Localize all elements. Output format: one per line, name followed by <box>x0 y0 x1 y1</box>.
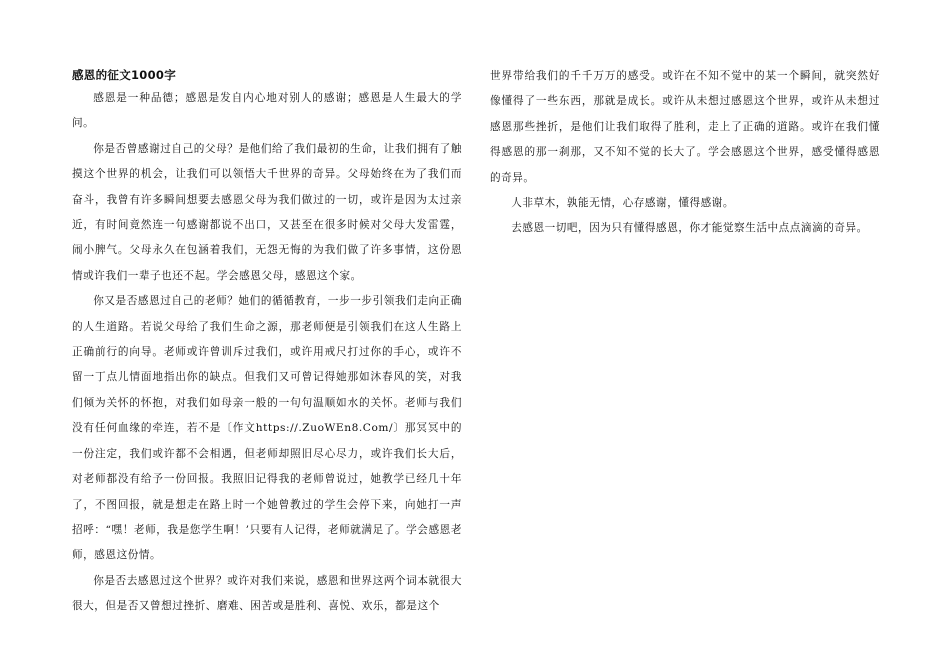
right-column <box>490 64 880 242</box>
paragraph-intro: 感恩是一种品德；感恩是发自内心地对别人的感谢；感恩是人生最大的学问。 <box>72 92 462 130</box>
paragraph-world-continued: 世界带给我们的千千万万的感受。或许在不知不觉中的某一个瞬间，就突然好像懂得了一些东西，那就是成长。或许从未想过感恩这个世界，或许从未想过感恩那些挫折，是他们让我们取得了胜利，走上了正确的道路。或许在我们懂得感恩的那一刹那，又不知不觉的长大了。学会感恩这个世界，感受懂得感恩的奇异。 <box>490 70 880 184</box>
paragraph-conclusion: 去感恩一切吧，因为只有懂得感恩，你才能觉察生活中点点滴滴的奇异。 <box>511 222 868 235</box>
left-column <box>72 64 462 620</box>
paragraph-world: 你是否去感恩过这个世界？或许对我们来说，感恩和世界这两个词本就很大很大，但是否又曾想过挫折、磨难、困苦或是胜利、喜悦、欢乐，都是这个 <box>72 574 462 613</box>
paragraph-parents: 你是否曾感谢过自己的父母？是他们给了我们最初的生命，让我们拥有了触摸这个世界的机会，让我们可以领悟大千世界的奇异。父母始终在为了我们而奋斗，我曾有许多瞬间想要去感恩父母为我们做过的一切，或许是因为太过亲近，有时间竟然连一句感谢都说不出口，又甚至在很多时候对父母大发雷霆，闹小脾气。父母永久在包涵着我们，无怨无悔的为我们做了许多事情，这份恩情或许我们一辈子也还不起。学会感恩父母，感恩这个家。 <box>72 142 462 282</box>
paragraph-feelings: 人非草木，孰能无情，心存感谢，懂得感谢。 <box>511 197 735 210</box>
paragraph-teachers: 你又是否感恩过自己的老师？她们的循循教育，一步一步引领我们走向正确的人生道路。若说父母给了我们生命之源，那老师便是引领我们在这人生路上正确前行的向导。老师或许曾训斥过我们，或许用戒尺打过你的手心，或许不留一丁点儿情面地指出你的缺点。但我们又可曾记得她那如沐春风的笑，对我们倾为关怀的怀抱，对我们如母亲一般的一句句温顺如水的关怀。老师与我们没有任何血缘的牵连，若不是〔作文https://.ZuoWEn8.Com/〕那冥冥中的一份注定，我们或许都不会相遇，但老师却照旧尽心尽力，或许我们长大后，对老师都没有给予一份回报。我照旧记得我的老师曾说过，她教学已经几十年了，不图回报，就是想走在路上时一个她曾教过的学生会停下来，向她打一声招呼：“嘿！老师，我是您学生啊！’只要有人记得，老师就满足了。学会感恩老师，感恩这份情。 <box>72 295 462 562</box>
page-title: 感恩的征文1000字 <box>72 68 177 82</box>
